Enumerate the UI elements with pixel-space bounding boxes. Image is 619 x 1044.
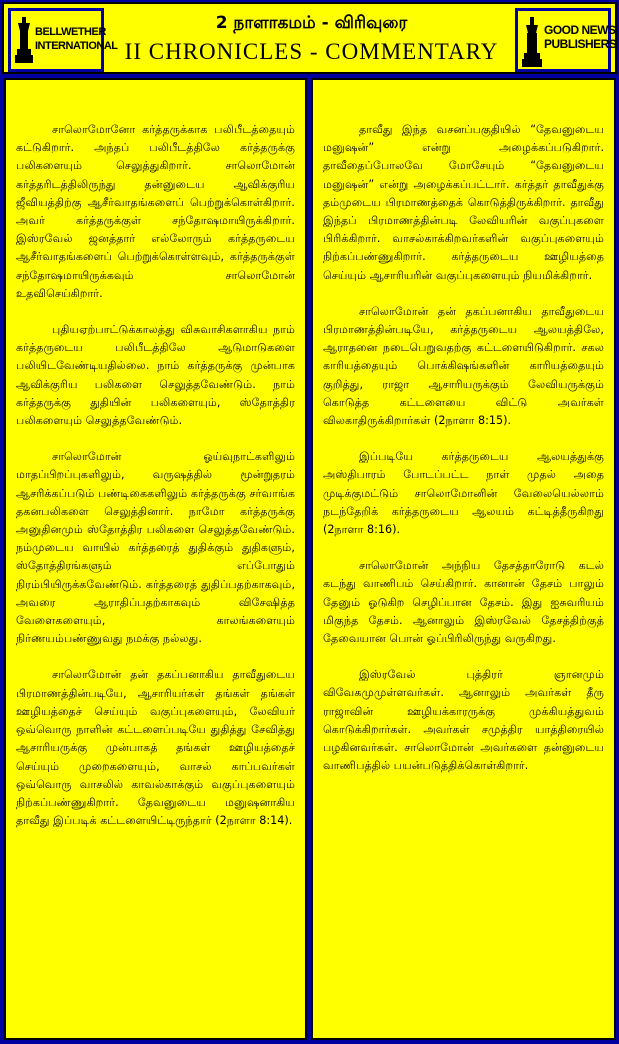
logo-right-line-1: GOOD NEWS [544,23,616,37]
page-header [2,2,617,74]
title-english: II CHRONICLES - COMMENTARY [124,39,499,64]
title-tamil: 2 நாளாகமம் - விரிவுரை [215,13,408,33]
right-paragraph-5: இஸ்ரவேல் புத்திரர் ஞானமும் விவேகமுமுள்ளவர்கள். ஆனாலும் அவர்கள் தீரு ராஜாவின் ஊழியக்காரருக்கு முக்கியத்துவம் கொடுக்கிறார்கள். அவர்கள் சமுத்திர யாத்திரையில் பழகினவர்கள். சாலொமோன் அவர்களை தன்னுடைய வாணிபத்தில் பயன்படுத்திக்கொள்கிறார். [323,668,604,773]
left-paragraph-4: சாலொமோன் தன் தகப்பனாகிய தாவீதுடைய பிரமாணத்தின்படியே, ஆசாரியர்கள் தங்கள் தங்கள் ஊழியத்தைச் செய்யும் வகுப்புகளையும், லேவியர் ஒவ்வொரு நாளின் கட்டளைப்படியே துதித்து சேவித்து ஆசாரியருக்கு முன்பாகத் தங்கள் ஊழியத்தைச் செய்யும் முறைகளையும், வாசல் காப்பவர்கள் ஒவ்வொரு வாசலில் காவல்காக்கும் வகுப்புகளையும் நிற்கப்பண்ணுகிறார். தேவனுடைய மனுஷனாகிய தாவீது இப்படிக் கட்டளையிட்டிருந்தார் (2நாளா 8:14). [16,668,295,828]
left-paragraph-1: சாலொமோனோ கர்த்தருக்காக பலிபீடத்தையும் கட்டுகிறார். அந்தப் பலிபீடத்திலே கர்த்தருக்கு பலிகளையும் செலுத்துகிறார். சாலொமோன் கர்த்தரிடத்திலிருந்து தன்னுடைய ஆவிக்குரிய ஜீவியத்திற்கு ஆசீர்வாதங்களைப் பெற்றுக்கொள்கிறார். அவர் கர்த்தருக்குள் சந்தோஷமாயிருக்கிறார். இஸ்ரவேல் ஜனத்தார் எல்லோரும் கர்த்தருடைய ஆசீர்வாதங்களைப் பெற்றுக்கொள்ளவும், கர்த்தருக்குள் சந்தோஷமாயிருக்கவும் சாலொமோன் உதவிசெய்கிறார். [16,123,295,300]
right-column [311,78,616,1040]
bell-tower-icon [15,17,33,65]
title-area [112,6,511,70]
bellwether-logo [8,8,118,72]
right-paragraph-1: தாவீது இந்த வசனப்பகுதியில் “தேவனுடைய மனுஷன்” என்று அழைக்கப்படுகிறார். தாவீதைப்போலவே மோசேயும் “தேவனுடைய மனுஷன்” என்று அழைக்கப்பட்டார். கர்த்தர் தாவீதுக்கு தம்முடைய பிரமாணத்தைக் கொடுத்திருக்கிறார். தாவீது இந்தப் பிரமாணத்தின்படி லேவியரின் வகுப்புகளை பிரிக்கிறார். வாசல்காக்கிறவர்களின் வகுப்புகளையும் நிற்கப்பண்ணுகிறார். கர்த்தருடைய ஊழியத்தை செய்யும் ஆசாரியரின் வகுப்புகளையும் நியமிக்கிறார். [323,123,604,282]
building-icon [522,17,542,67]
right-paragraph-4: சாலொமோன் அந்நிய தேசத்தாரோடு கடல் கடந்து வாணிபம் செய்கிறார். கானான் தேசம் பாலும் தேனும் ஓடுகிற செழிப்பான தேசம். இது ஐசுவரியம் மிகுந்த தேசம். ஆனாலும் இஸ்ரவேல் தேசத்திற்குத் தேவையான பொன் ஓப்பிரிலிருந்து வருகிறது. [323,559,604,646]
right-paragraph-3: இப்படியே கர்த்தருடைய ஆலயத்துக்கு அஸ்திபாரம் போடப்பட்ட நாள் முதல் அதை முடிக்குமட்டும் சாலொமோனின் வேலையெல்லாம் நடந்தேறிக் கர்த்தருடைய ஆலயம் கட்டித்தீருகிறது (2நாளா 8:16). [323,450,604,537]
left-column [4,78,307,1040]
good-news-logo [515,8,617,72]
logo-left-line-1: BELLWETHER [35,26,106,38]
left-paragraph-2: புதியஏற்பாட்டுக்காலத்து விசுவாசிகளாகிய நாம் கர்த்தருடைய பலிபீடத்திலே ஆடுமாடுகளை பலியிடவேண்டியதில்லை. நாம் கர்த்தருக்கு முன்பாக ஆவிக்குரிய பலிகளை செலுத்தவேண்டும். நாம் கர்த்தருக்கு துதியின் பலிகளையும், ஸ்தோத்திர பலிகளையும் செலுத்தவேண்டும். [16,323,295,428]
logo-right-line-2: PUBLISHERS [544,37,617,51]
logo-left-line-2: INTERNATIONAL [35,40,118,52]
right-paragraph-2: சாலொமோன் தன் தகப்பனாகிய தாவீதுடைய பிரமாணத்தின்படியே, கர்த்தருடைய ஆலயத்திலே, ஆராதனை நடைபெறுவதற்கு கட்டளையிடுகிறார். சகல காரியத்தையும் பொக்கிஷங்களின் காரியத்தையும் குறித்து, ராஜா ஆசாரியருக்கும் லேவியருக்கும் கொடுத்த கட்டளையை விட்டு அவர்கள் விலகாதிருக்கிறார்கள் (2நாளா 8:15). [323,304,604,428]
left-paragraph-3: சாலொமோன் ஓய்வுநாட்களிலும் மாதப்பிறப்புகளிலும், வருஷத்தில் மூன்றுதரம் ஆசரிக்கப்படும் பண்டிகைகளிலும் கர்த்தருக்கு சர்வாங்க தகனபலிகளை செலுத்தினார். நாமோ கர்த்தருக்கு அனுதினமும் ஸ்தோத்திர பலிகளை செலுத்தவேண்டும். நம்முடைய வாயில் கர்த்தரைத் துதிக்கும் துதிகளும், ஸ்தோத்திரங்களும் எப்போதும் நிரம்பியிருக்கவேண்டும். கர்த்தரைத் துதிப்பதற்காகவும், அவரை ஆராதிப்பதற்காகவும் விசேஷித்த வேளைகளையும், காலங்களையும் நிர்ணயம்பண்ணுவது நமக்கு நல்லது. [16,450,295,646]
